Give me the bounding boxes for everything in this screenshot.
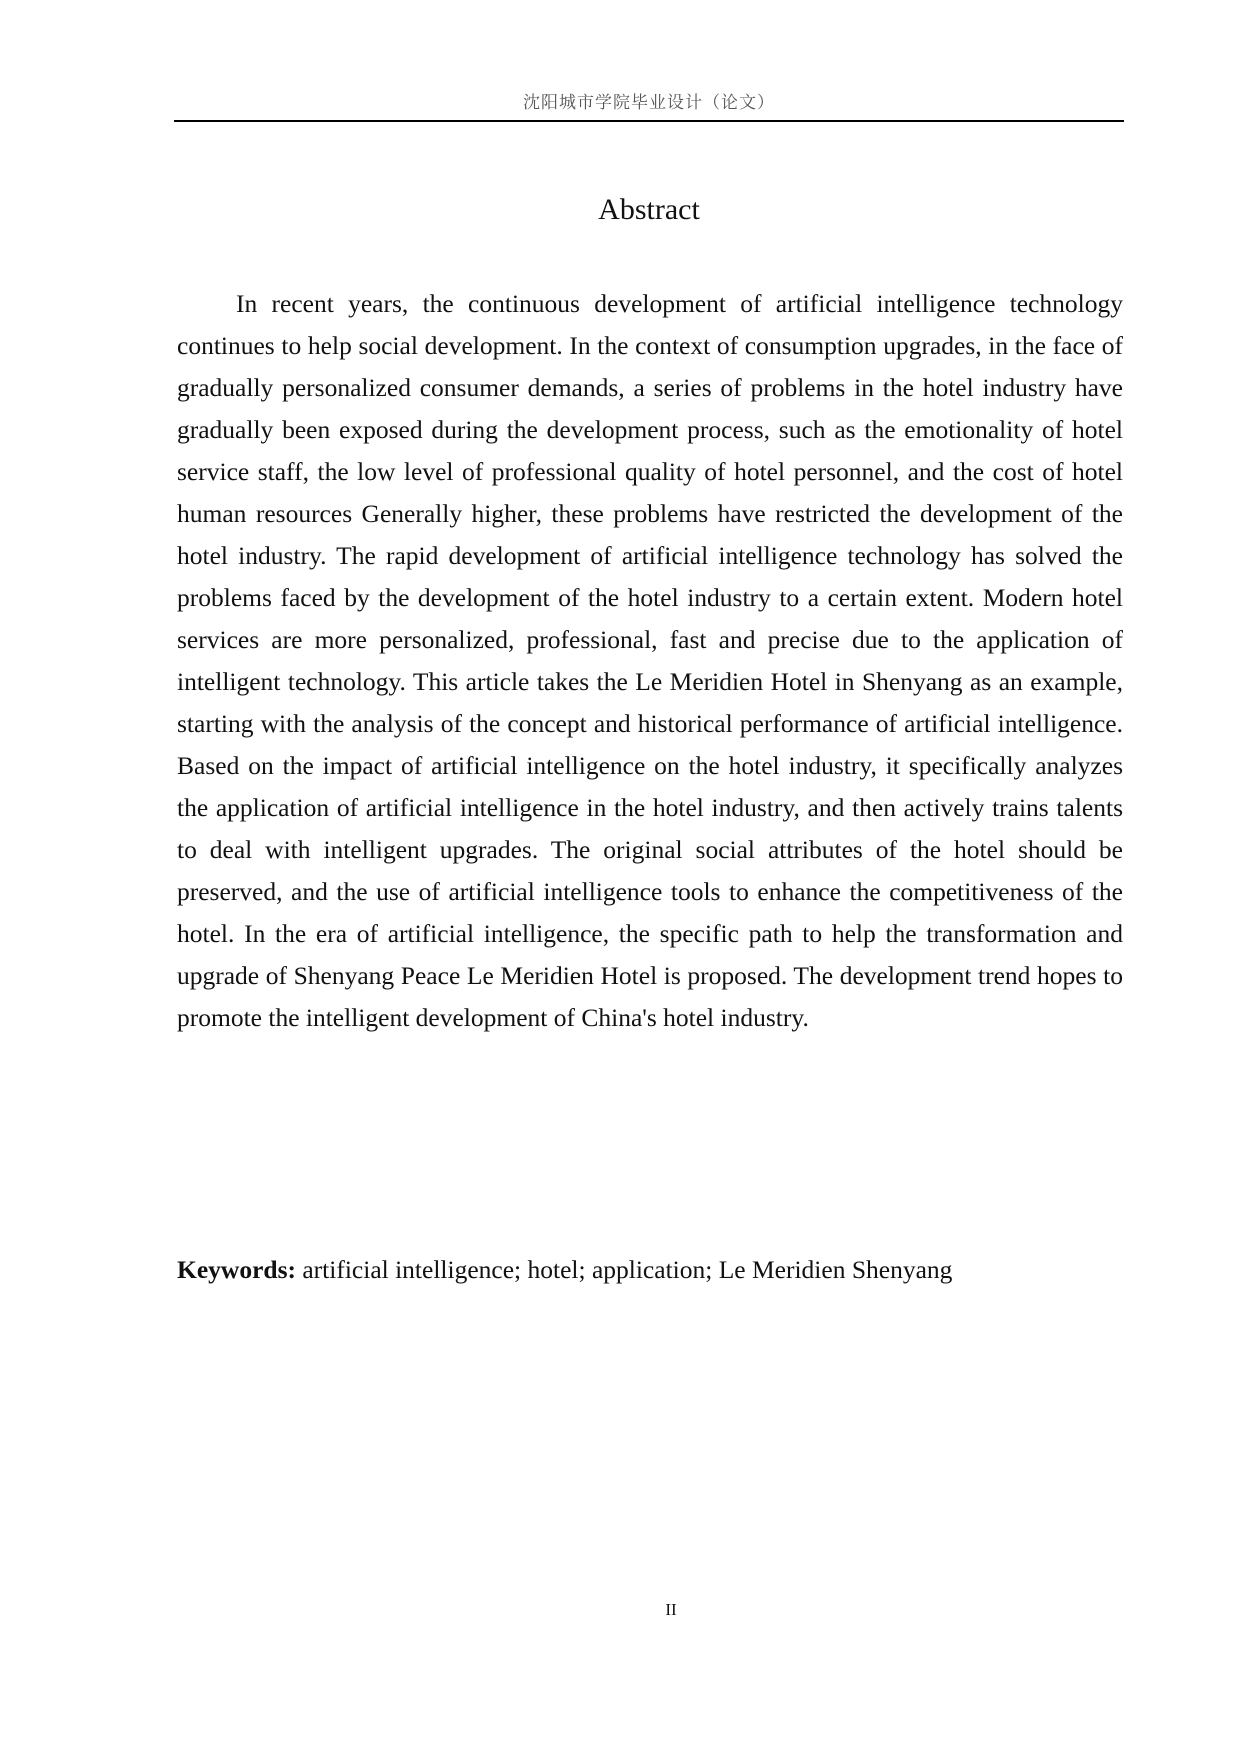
keywords-text: artificial intelligence; hotel; application; Le Meridien Shenyang <box>295 1255 953 1284</box>
abstract-body: In recent years, the continuous development of artificial intelligence technology continues to help social development. In the context of consumption upgrades, in the face of gradually personalized consumer demands, a series of problems in the hotel industry have gradually been exposed during the development process, such as the emotionality of hotel service staff, the low level of professional quality of hotel personnel, and the cost of hotel human resources Generally higher, these problems have restricted the development of the hotel industry. The rapid development of artificial intelligence technology has solved the problems faced by the development of the hotel industry to a certain extent. Modern hotel services are more personalized, professional, fast and precise due to the application of intelligent technology. This article takes the Le Meridien Hotel in Shenyang as an example, starting with the analysis of the concept and historical performance of artificial intelligence. Based on the impact of artificial intelligence on the hotel industry, it specifically analyzes the application of artificial intelligence in the hotel industry, and then actively trains talents to deal with intelligent upgrades. The original social attributes of the hotel should be preserved, and the use of artificial intelligence tools to enhance the competitiveness of the hotel. In the era of artificial intelligence, the specific path to help the transformation and upgrade of Shenyang Peace Le Meridien Hotel is proposed. The development trend hopes to promote the intelligent development of China's hotel industry. <box>177 289 1123 1032</box>
page-number: II <box>665 1600 677 1619</box>
keywords-line <box>177 1249 1127 1291</box>
running-header: 沈阳城市学院毕业设计（论文） <box>523 93 775 113</box>
abstract-title: Abstract <box>598 193 700 226</box>
header-rule <box>174 120 1124 122</box>
keywords-label: Keywords: <box>177 1255 296 1284</box>
